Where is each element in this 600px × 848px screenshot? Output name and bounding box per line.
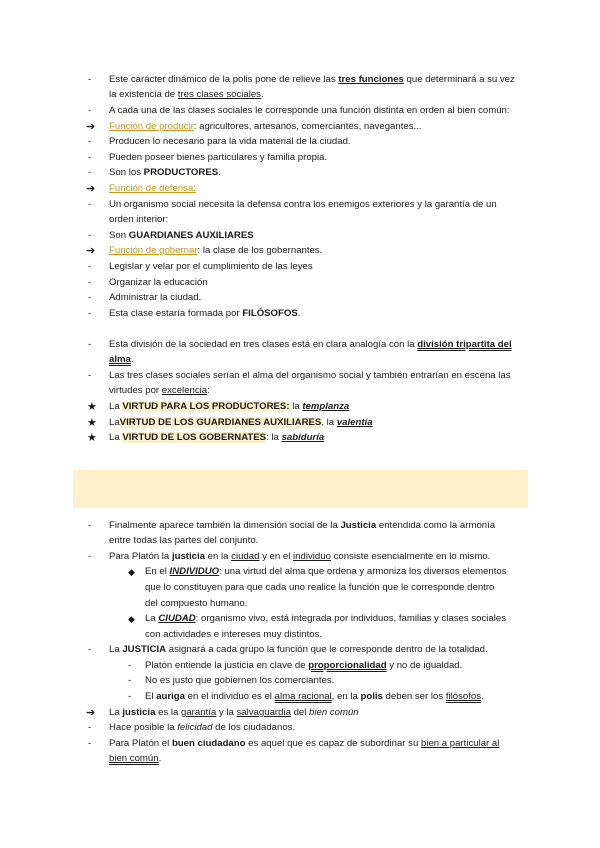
paragraph-line: - Hace posible la felicidad de los ciudadanos. (88, 722, 296, 733)
paragraph-line: virtudes por excelencia: (109, 385, 210, 396)
paragraph-line: - Organizar la educación (88, 277, 208, 288)
paragraph-line: - Administrar la ciudad. (88, 292, 202, 303)
paragraph-line: ➔ La justicia es la garantía y la salvaguardia del bien común (86, 707, 359, 719)
paragraph-line (0, 182, 600, 196)
star-bullet-icon: ★ (87, 401, 97, 413)
arrow-bullet-icon: ➔ (86, 245, 96, 257)
paragraph-line: ◆ En el INDIVIDUO: una virtud del alma que ordena y armoniza los diversos elementos (128, 566, 507, 577)
diamond-bullet-icon: ◆ (128, 567, 135, 577)
paragraph-line: - No es justo que gobiernen los comerciantes. (128, 675, 335, 686)
virtue-item: ★ La VIRTUD PARA LOS PRODUCTORES: la templanza (87, 401, 350, 413)
dash-bullet: - (88, 644, 92, 655)
paragraph-line: ➔ Función de gobernar: la clase de los gobernantes. (86, 245, 323, 257)
highlighted-term: división tripartita del (417, 339, 512, 350)
paragraph-line: que lo constituyen para que cada uno realice la función que le corresponde dentro (145, 582, 495, 593)
paragraph-line: - Producen lo necesario para la vida material de la ciudad. (88, 136, 351, 147)
dash-bullet: - (88, 74, 92, 85)
function-heading: Función de producir (109, 121, 194, 132)
paragraph-line: alma. (109, 354, 134, 365)
dash-bullet: - (128, 675, 132, 686)
paragraph-line: - Para Platón la justicia en la ciudad y en el individuo consiste esencialmente en lo mismo. (88, 551, 491, 562)
paragraph-line: - Pueden poseer bienes particulares y familia propia. (88, 152, 328, 163)
dash-bullet: - (88, 167, 92, 178)
star-bullet-icon: ★ (87, 417, 97, 429)
paragraph-line: - Para Platón el buen ciudadano es aquel que es capaz de subordinar su bien a particular al (88, 738, 500, 749)
paragraph-line: - Esta clase estaría formada por FILÓSOFOS. (88, 308, 301, 319)
dash-bullet: - (88, 292, 92, 303)
dash-bullet: - (88, 199, 92, 210)
paragraph-line: - Platón entiende la justicia en clave de proporcionalidad y no de igualdad. (128, 660, 463, 671)
diamond-bullet-icon: ◆ (128, 614, 135, 624)
dash-bullet: - (128, 660, 132, 671)
dash-bullet: - (88, 261, 92, 272)
dash-bullet: - (88, 738, 92, 749)
paragraph-line: - Son los PRODUCTORES. (88, 167, 221, 178)
paragraph-line: - Son GUARDIANES AUXILIARES (88, 230, 254, 241)
virtue-item: ★ LaVIRTUD DE LOS GUARDIANES AUXILIARES, la valentía (87, 417, 373, 429)
dash-bullet: - (88, 105, 92, 116)
dash-bullet: - (88, 136, 92, 147)
paragraph-line: ➔ Función de producir: agricultores, artesanos, comerciantes, navegantes... (86, 121, 422, 133)
highlighted-term: tres funciones (338, 74, 404, 85)
paragraph-line: la existencia de tres clases sociales. (109, 89, 264, 100)
arrow-bullet-icon: ➔ (86, 183, 96, 195)
paragraph-line: - Un organismo social necesita la defensa contra los enemigos exteriores y la garantía de un (88, 199, 497, 210)
arrow-bullet-icon: ➔ (86, 707, 96, 719)
paragraph-line: - Legislar y velar por el cumplimiento de las leyes (88, 261, 313, 272)
dash-bullet: - (88, 230, 92, 241)
paragraph-line: - Las tres clases sociales serían el alma del organismo social y también entrarían en escena las (88, 370, 511, 381)
paragraph-line: orden interior: (109, 214, 169, 225)
paragraph-line: - Este carácter dinámico de la polis pone de relieve las tres funciones que determinará a su vez (88, 74, 515, 85)
dash-bullet: - (88, 722, 92, 733)
dash-bullet: - (88, 339, 92, 350)
dash-bullet: - (128, 691, 132, 702)
highlight-band (73, 470, 528, 508)
paragraph-line: - A cada una de las clases sociales le corresponde una función distinta en orden al bien común: (88, 105, 510, 116)
paragraph-line: bien común. (109, 753, 162, 764)
arrow-bullet-icon: ➔ (86, 121, 96, 133)
paragraph-line: - La JUSTICIA asignará a cada grupo la función que le corresponde dentro de la totalidad. (88, 644, 488, 655)
highlighted-term: tres clases sociales (177, 89, 261, 100)
dash-bullet: - (88, 152, 92, 163)
dash-bullet: - (88, 551, 92, 562)
dash-bullet: - (88, 370, 92, 381)
function-heading: Función de defensa: (109, 183, 196, 194)
paragraph-line: entre todas las partes del conjunto. (109, 535, 259, 546)
dash-bullet: - (88, 520, 92, 531)
paragraph-line: - Finalmente aparece también la dimensión social de la Justicia entendida como la armonía (88, 520, 496, 531)
paragraph-line: con actividades e intereses muy distintos. (145, 629, 323, 640)
highlighted-term: excelencia (161, 385, 208, 396)
star-bullet-icon: ★ (87, 432, 97, 444)
paragraph-line: - El auriga en el individuo es el alma racional, en la polis deben ser los filósofos. (128, 691, 484, 702)
function-heading: Función de gobernar (109, 245, 198, 256)
virtue-item: ★ La VIRTUD DE LOS GOBERNATES: la sabiduría (87, 432, 325, 444)
dash-bullet: - (88, 308, 92, 319)
paragraph-line: ◆ La CIUDAD: organismo vivo, está integrada por individuos, familias y clases sociales (128, 613, 507, 624)
paragraph-line: - Esta división de la sociedad en tres clases está en clara analogía con la división tripartita del (88, 339, 512, 350)
dash-bullet: - (88, 277, 92, 288)
paragraph-line: del compuesto humano. (145, 598, 248, 609)
